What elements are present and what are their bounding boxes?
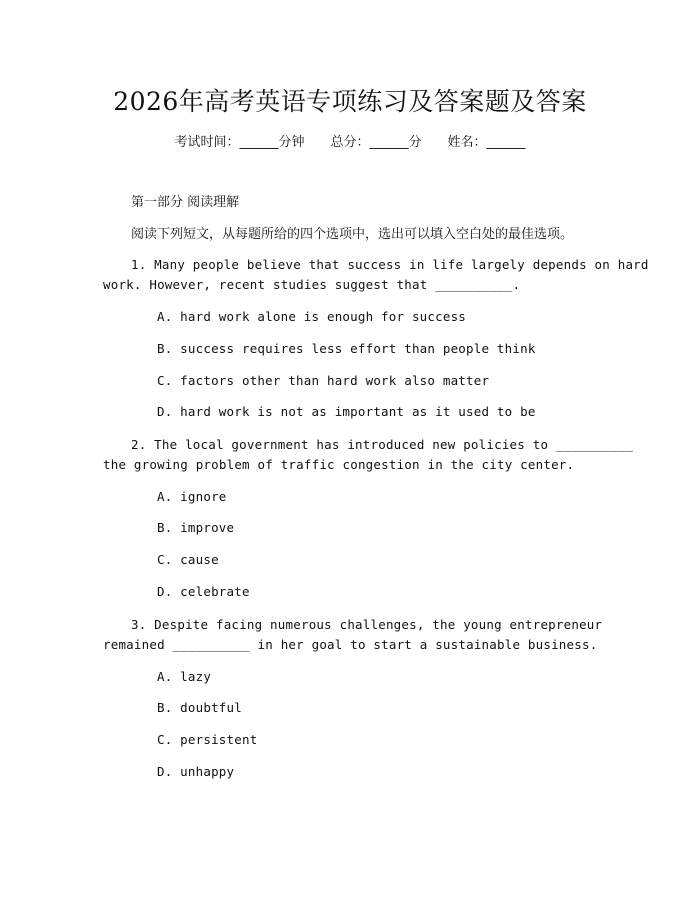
question-2-stem-line1: 2. The local government has introduced new policies to __________ — [131, 437, 634, 452]
question-3-stem-line1: 3. Despite facing numerous challenges, the young entrepreneur — [131, 617, 603, 632]
question-1-option-d: D. hard work is not as important as it used to be — [157, 404, 536, 419]
question-3-stem-line2: remained __________ in her goal to start a sustainable business. — [103, 637, 598, 652]
question-3-option-d: D. unhappy — [157, 764, 235, 779]
question-3-option-b: B. doubtful — [157, 700, 242, 715]
section-heading: 第一部分 阅读理解 — [131, 195, 240, 210]
question-2-option-a: A. ignore — [157, 489, 227, 504]
question-1-stem-line2: work. However, recent studies suggest that __________. — [103, 277, 521, 292]
question-1-option-b: B. success requires less effort than people think — [157, 341, 536, 356]
name-field: 姓名：______ — [447, 135, 526, 150]
document-title: 2026年高考英语专项练习及答案题及答案 — [113, 87, 587, 116]
question-3-option-c: C. persistent — [157, 732, 258, 747]
question-1-stem-line1: 1. Many people believe that success in life largely depends on hard — [131, 257, 649, 272]
question-2-option-c: C. cause — [157, 552, 219, 567]
question-2-option-b: B. improve — [157, 520, 235, 535]
question-3-option-a: A. lazy — [157, 669, 212, 684]
exam-time-field: 考试时间：______分钟 — [174, 135, 305, 150]
section-instruction: 阅读下列短文，从每题所给的四个选项中，选出可以填入空白处的最佳选项。 — [131, 227, 574, 242]
question-1-option-c: C. factors other than hard work also matter — [157, 373, 490, 388]
question-2-option-d: D. celebrate — [157, 584, 250, 599]
exam-meta — [0, 131, 700, 150]
question-1-option-a: A. hard work alone is enough for success — [157, 309, 467, 324]
total-score-field: 总分：______分 — [330, 135, 422, 150]
question-2-stem-line2: the growing problem of traffic congestion in the city center. — [103, 457, 575, 472]
